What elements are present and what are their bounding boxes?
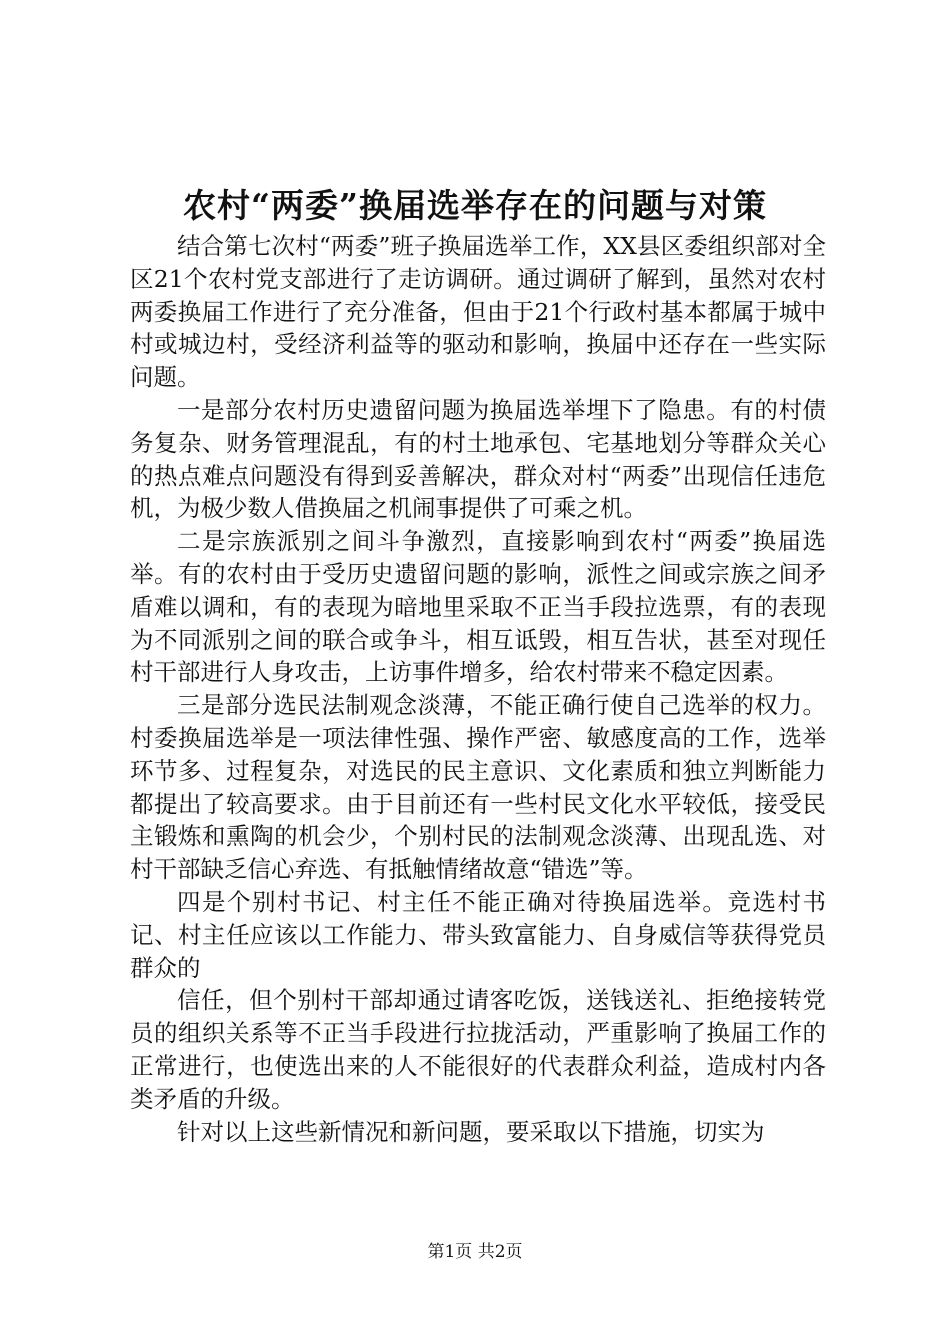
document-title: 农村“两委”换届选举存在的问题与对策 [183, 186, 767, 225]
paragraph: 四是个别村书记、村主任不能正确对待换届选举。竞选村书记、村主任应该以工作能力、带头致富能力、自身威信等获得党员群众的 [130, 887, 826, 982]
document-body [130, 230, 826, 1148]
paragraph: 三是部分选民法制观念淡薄，不能正确行使自己选举的权力。村委换届选举是一项法律性强、操作严密、敏感度高的工作，选举环节多、过程复杂，对选民的民主意识、文化素质和独立判断能力都提出了较高要求。由于目前还有一些村民文化水平较低，接受民主锻炼和熏陶的机会少，个别村民的法制观念淡薄、出现乱选、对村干部缺乏信心弃选、有抵触情绪故意“错选”等。 [130, 691, 826, 884]
paragraph: 一是部分农村历史遗留问题为换届选举埋下了隐患。有的村债务复杂、财务管理混乱，有的村土地承包、宅基地划分等群众关心的热点难点问题没有得到妥善解决，群众对村“两委”出现信任违危机，为极少数人借换届之机闹事提供了可乘之机。 [130, 395, 826, 523]
paragraph: 信任，但个别村干部却通过请客吃饭，送钱送礼、拒绝接转党员的组织关系等不正当手段进行拉拢活动，严重影响了换届工作的正常进行，也使选出来的人不能很好的代表群众利益，造成村内各类矛盾的升级。 [130, 986, 826, 1113]
paragraph: 结合第七次村“两委”班子换届选举工作，XX县区委组织部对全区21个农村党支部进行了走访调研。通过调研了解到，虽然对农村两委换届工作进行了充分准备，但由于21个行政村基本都属于城中村或城边村，受经济利益等的驱动和影响，换届中还存在一些实际问题。 [130, 232, 826, 392]
paragraph: 二是宗族派别之间斗争激烈，直接影响到农村“两委”换届选举。有的农村由于受历史遗留问题的影响，派性之间或宗族之间矛盾难以调和，有的表现为暗地里采取不正当手段拉选票，有的表现为不同派别之间的联合或争斗，相互诋毁，相互告状，甚至对现任村干部进行人身攻击，上访事件增多，给农村带来不稳定因素。 [130, 527, 826, 687]
paragraph: 针对以上这些新情况和新问题，要采取以下措施，切实为 [177, 1117, 765, 1146]
page-footer: 第1页 共2页 [427, 1242, 523, 1262]
